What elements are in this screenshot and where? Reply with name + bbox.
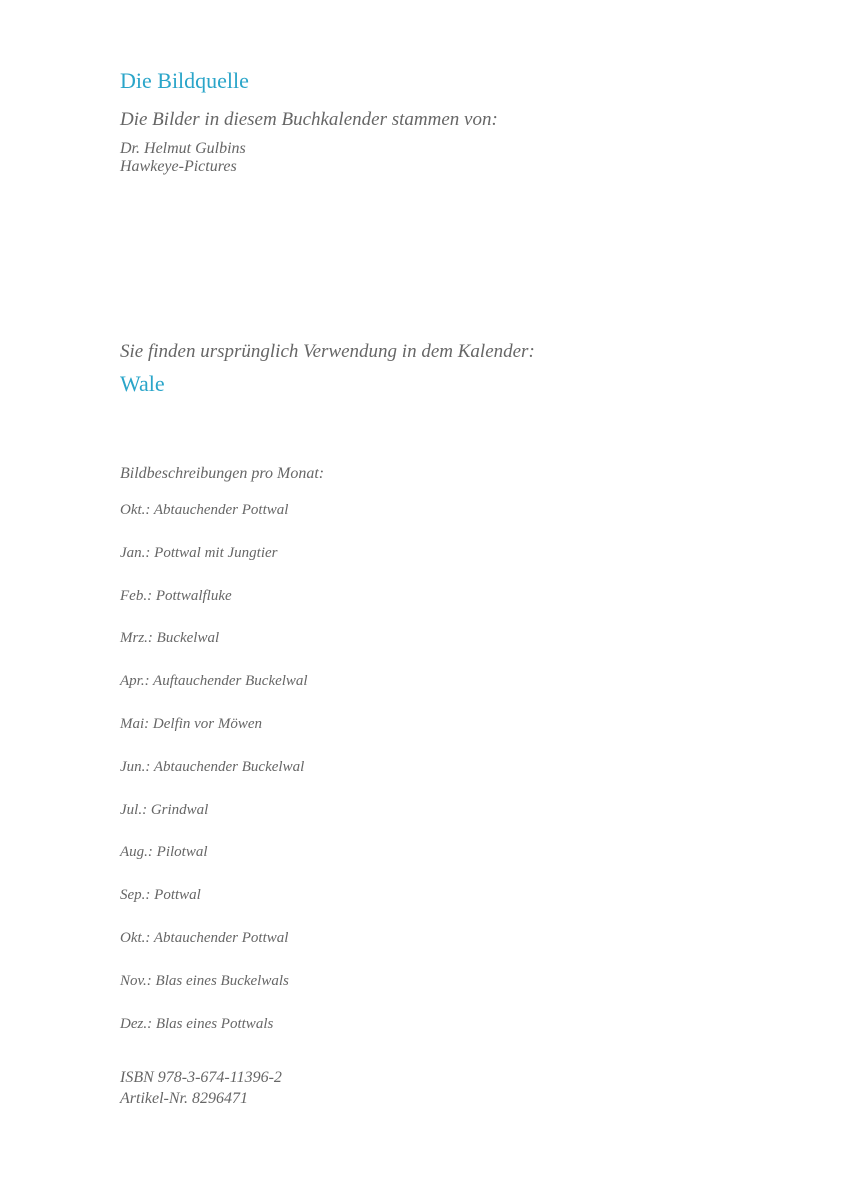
origin-intro: Sie finden ursprünglich Verwendung in dem Kalender: xyxy=(120,341,535,362)
month-description: Okt.: Abtauchender Pottwal xyxy=(120,502,289,518)
credit-line: Hawkeye-Pictures xyxy=(120,158,237,175)
credit-line: Dr. Helmut Gulbins xyxy=(120,140,246,157)
credits-block xyxy=(120,140,246,176)
month-descriptions-list xyxy=(120,500,308,1056)
isbn: ISBN 978-3-674-11396-2 xyxy=(120,1069,282,1086)
month-description: Nov.: Blas eines Buckelwals xyxy=(120,972,289,989)
source-intro: Die Bilder in diesem Buchkalender stammen von: xyxy=(120,109,498,130)
section-title: Die Bildquelle xyxy=(120,68,249,93)
month-description: Jan.: Pottwal mit Jungtier xyxy=(120,544,278,561)
month-description: Jun.: Abtauchender Buckelwal xyxy=(120,758,305,775)
month-description: Sep.: Pottwal xyxy=(120,887,201,904)
month-description: Mai: Delfin vor Möwen xyxy=(120,715,263,732)
article-number: Artikel-Nr. 8296471 xyxy=(120,1090,248,1107)
publication-info xyxy=(120,1067,282,1109)
month-description: Jul.: Grindwal xyxy=(120,801,209,818)
month-description: Aug.: Pilotwal xyxy=(120,844,208,861)
month-description: Mrz.: Buckelwal xyxy=(120,630,220,647)
month-description: Okt.: Abtauchender Pottwal xyxy=(120,929,289,946)
month-description: Feb.: Pottwalfluke xyxy=(120,587,232,604)
calendar-name: Wale xyxy=(120,371,165,396)
month-description: Dez.: Blas eines Pottwals xyxy=(120,1015,274,1032)
month-description: Apr.: Auftauchender Buckelwal xyxy=(120,673,308,690)
descriptions-label: Bildbeschreibungen pro Monat: xyxy=(120,465,325,482)
